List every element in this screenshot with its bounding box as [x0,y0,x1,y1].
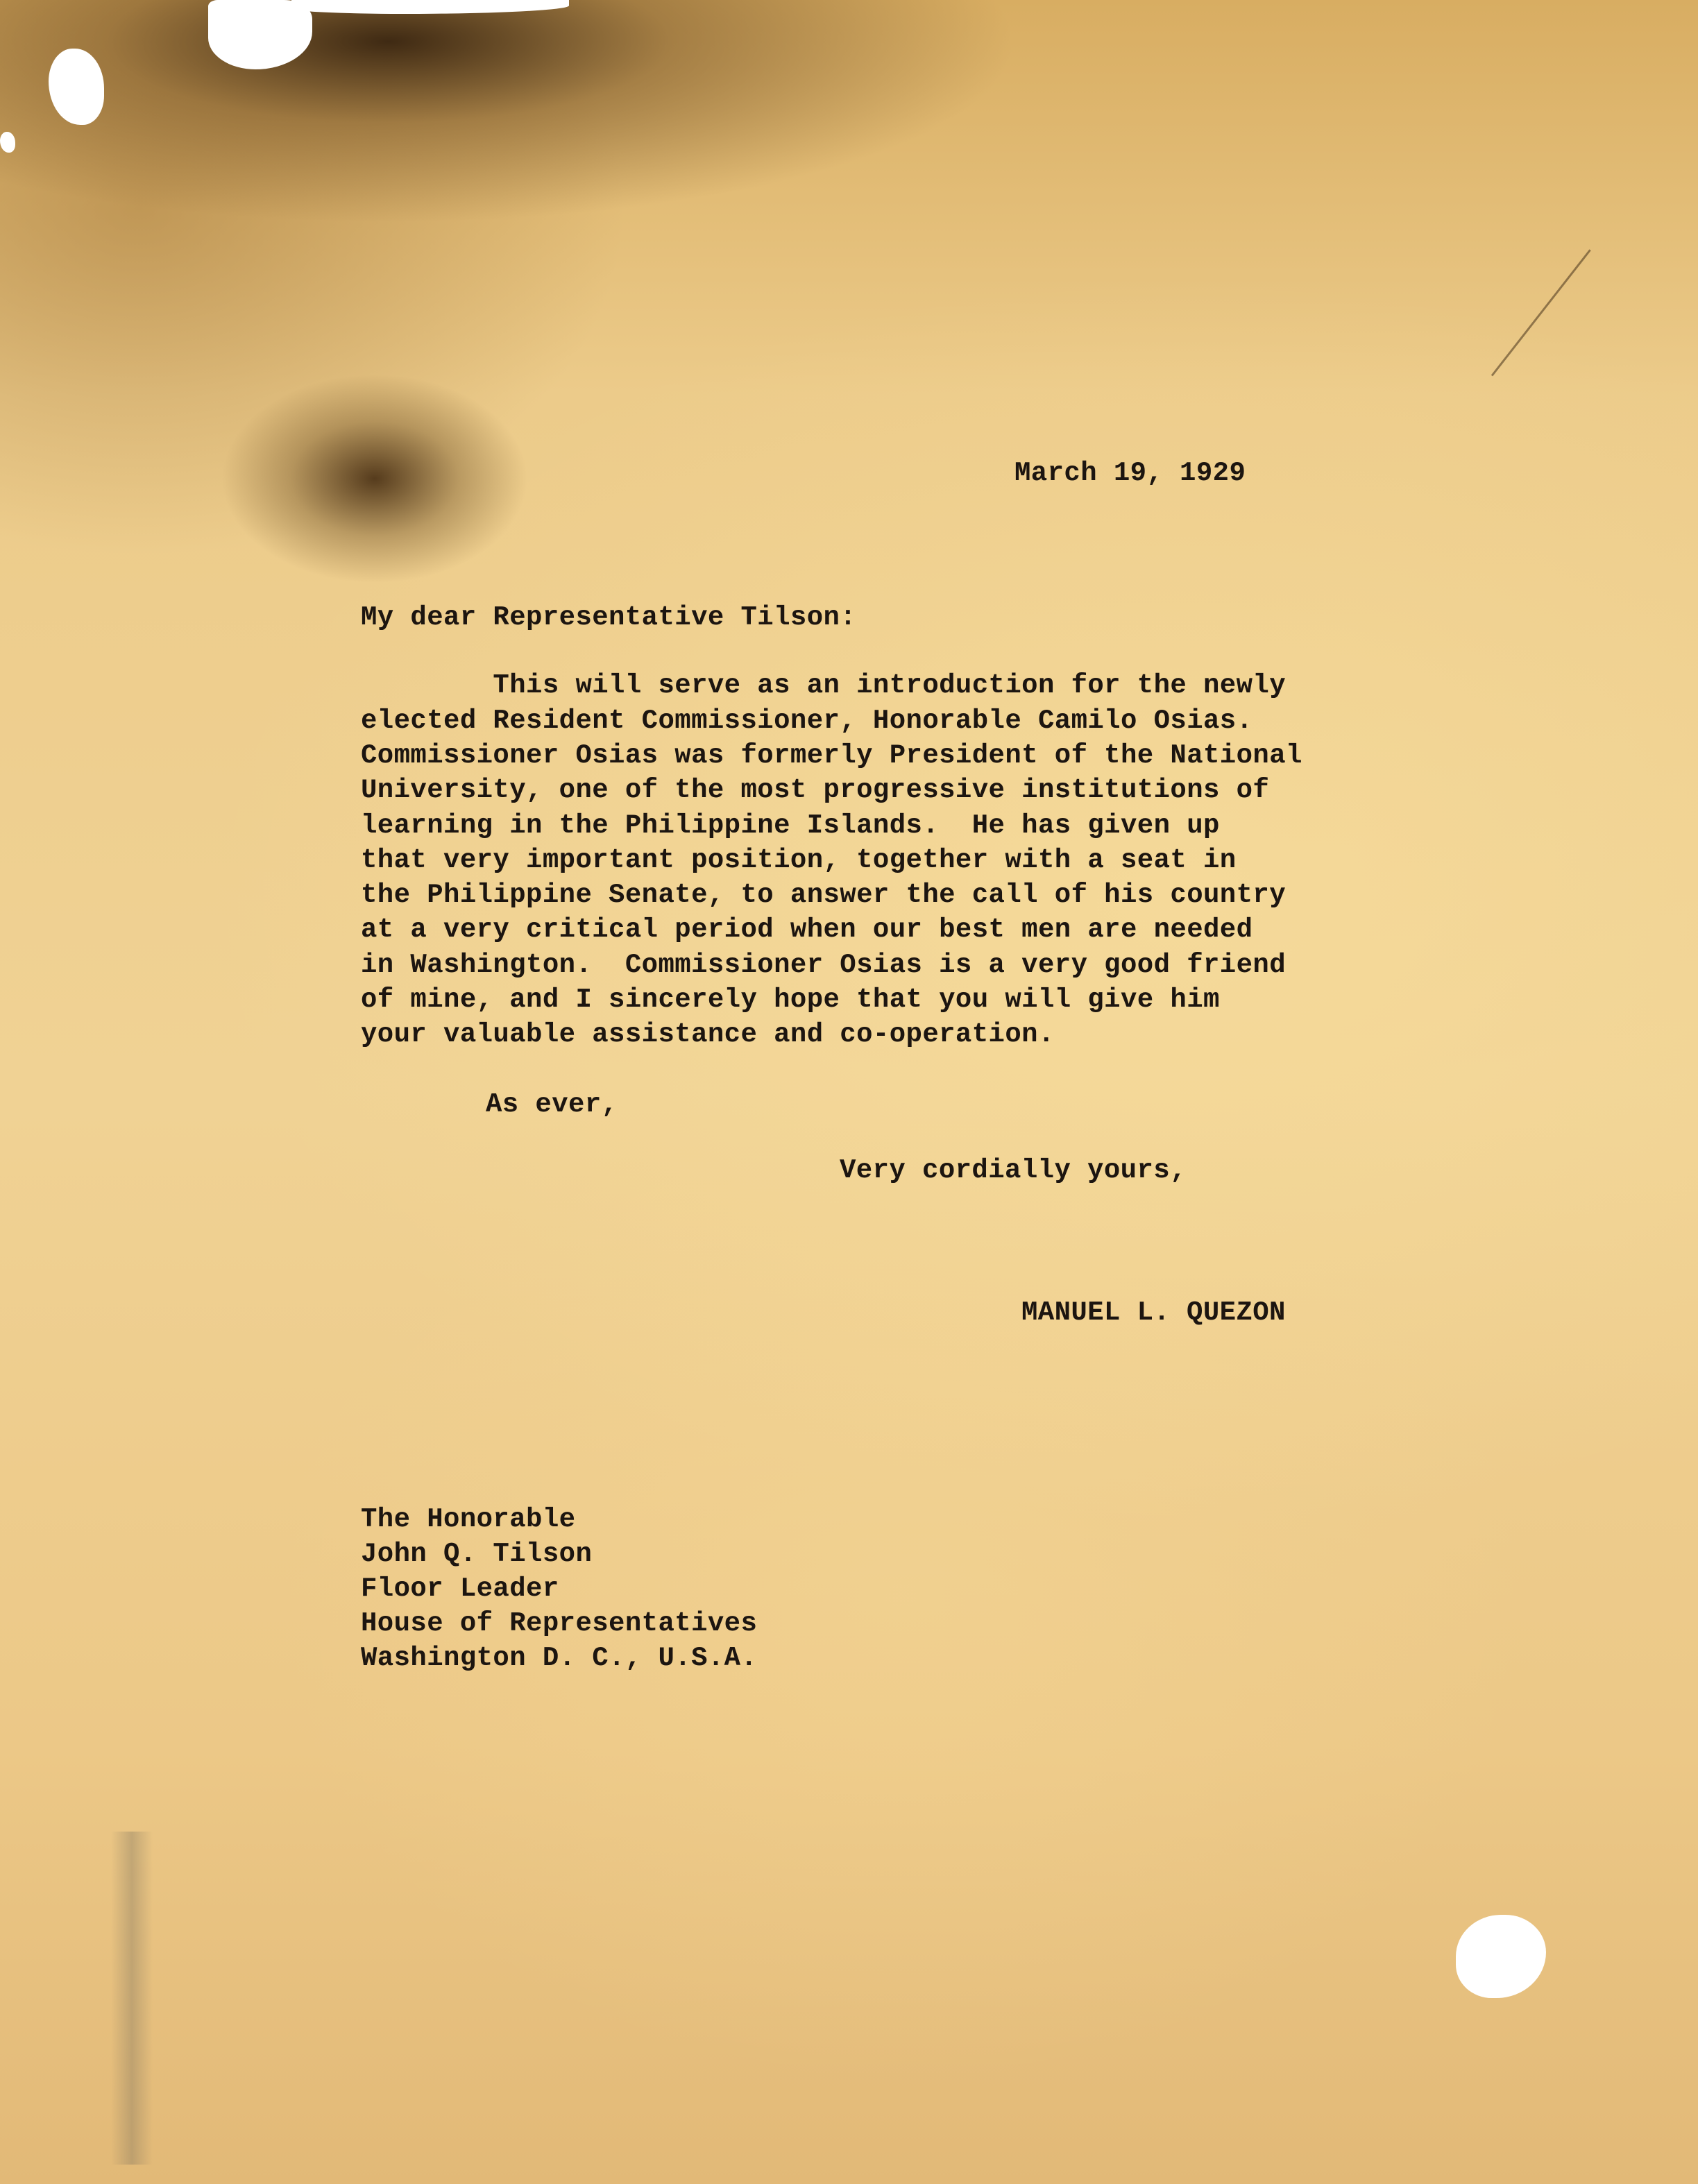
paper-damage-hole [208,0,312,69]
paper-damage-hole [0,132,15,153]
body-line: your valuable assistance and co-operation. [361,1019,1055,1050]
scan-margin-shadow [111,1832,153,2165]
body-line: in Washington. Commissioner Osias is a very good friend [361,950,1287,980]
paper-damage-hole [1456,1915,1546,1998]
body-line: learning in the Philippine Islands. He has given up [361,810,1220,841]
salutation: My dear Representative Tilson: [361,602,857,633]
closing-as-ever: As ever, [486,1089,618,1120]
address-line: Floor Leader [361,1573,559,1604]
body-line: elected Resident Commissioner, Honorable Camilo Osias. [361,706,1253,736]
address-line: House of Representatives [361,1608,758,1639]
address-line: John Q. Tilson [361,1539,593,1569]
body-line: of mine, and I sincerely hope that you will give him [361,984,1220,1015]
paper-damage-hole [291,0,569,14]
signature-name: MANUEL L. QUEZON [1021,1297,1286,1328]
paper-crease [1491,249,1591,376]
closing-cordially: Very cordially yours, [840,1155,1187,1186]
paper-damage-hole [49,49,104,125]
body-line: that very important position, together with a seat in [361,845,1237,876]
address-line: The Honorable [361,1504,576,1535]
letter-date: March 19, 1929 [1014,458,1246,488]
address-line: Washington D. C., U.S.A. [361,1643,758,1673]
body-line: University, one of the most progressive institutions of [361,775,1270,805]
body-line: Commissioner Osias was formerly President of the National [361,740,1302,771]
body-line: the Philippine Senate, to answer the call of his country [361,880,1287,910]
body-line: This will serve as an introduction for the newly [361,670,1287,701]
body-line: at a very critical period when our best men are needed [361,914,1253,945]
